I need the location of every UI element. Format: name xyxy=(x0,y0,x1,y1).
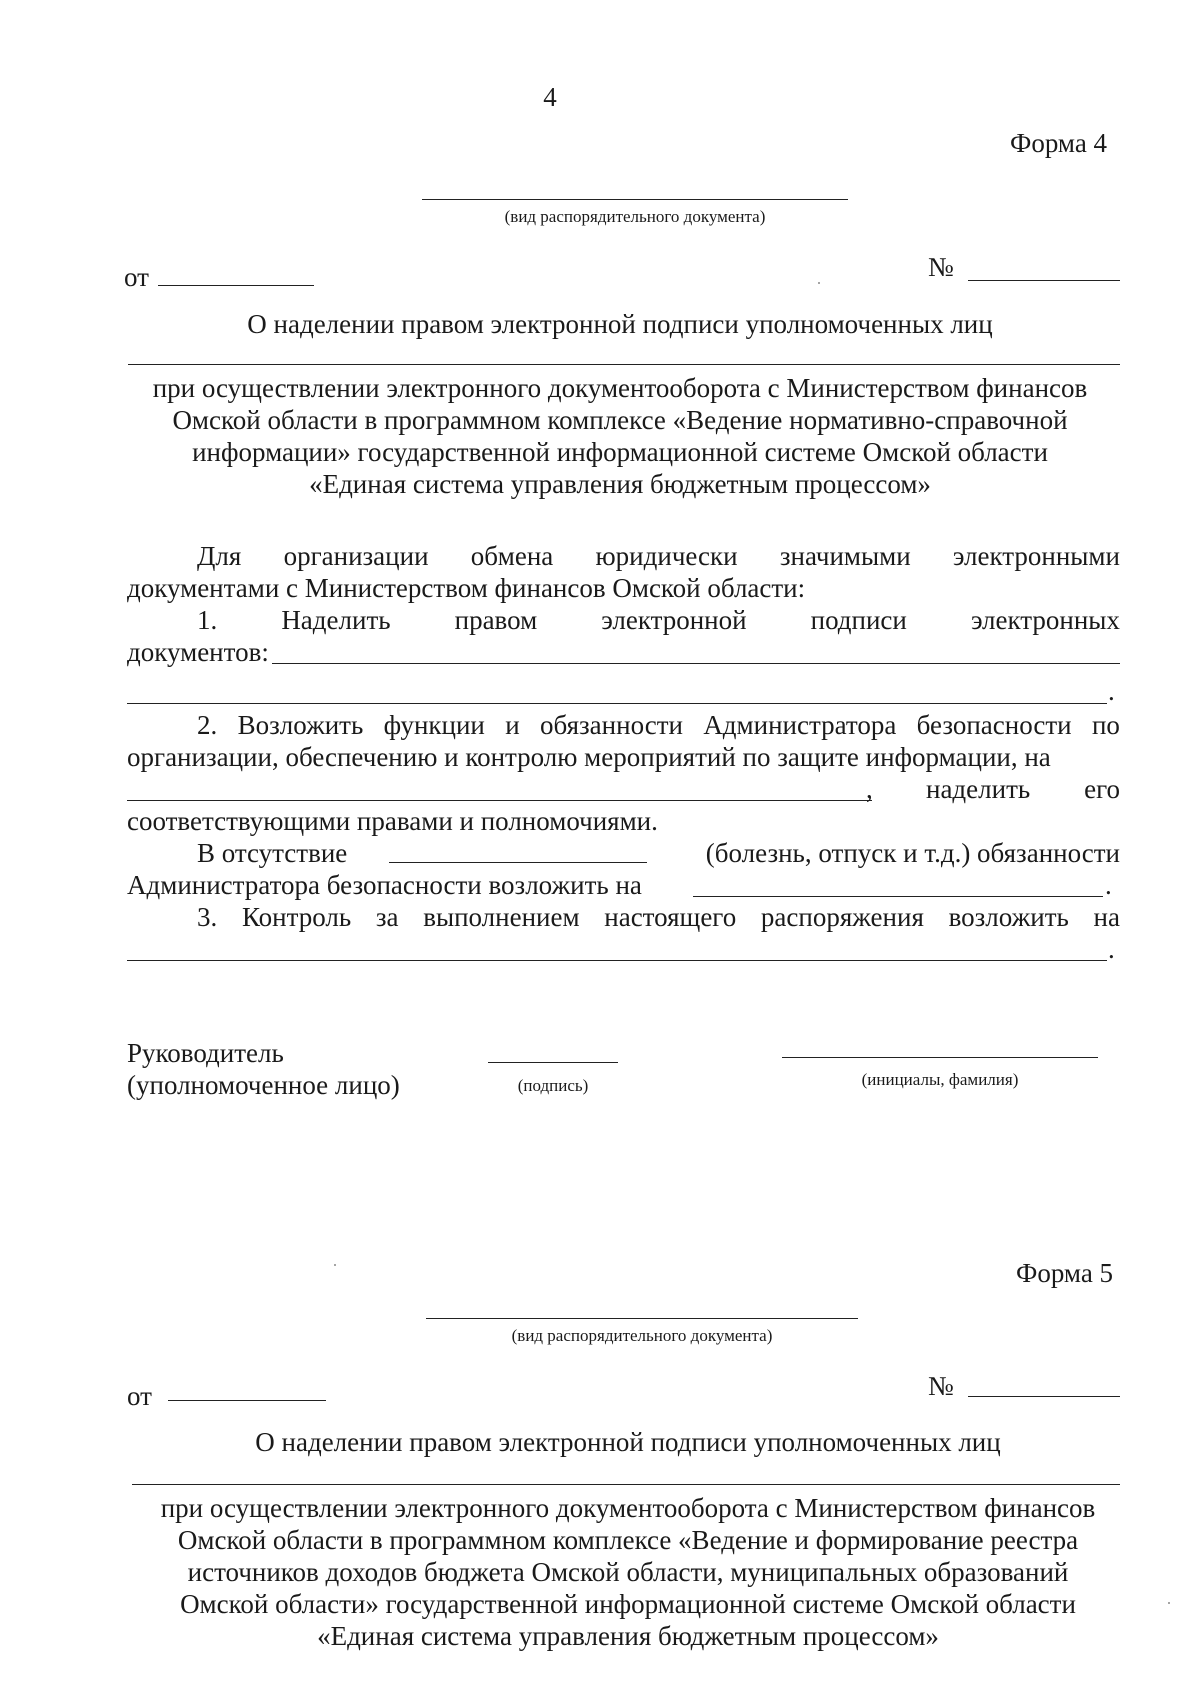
item-1-end-dot: . xyxy=(1108,676,1115,706)
word: 3. xyxy=(197,902,218,932)
item-3-blank-line xyxy=(127,960,1107,961)
item-2-line-2: организации, обеспечению и контролю мероприятий по защите информации, на xyxy=(127,742,1051,772)
absence-start: В отсутствие xyxy=(197,838,348,868)
document-title: О наделении правом электронной подписи уполномоченных лиц xyxy=(255,1427,1001,1457)
word: юридически xyxy=(595,541,738,571)
word: безопасности xyxy=(916,710,1072,740)
word: возложить xyxy=(948,902,1069,932)
doc-type-caption: (вид распорядительного документа) xyxy=(504,207,766,226)
scan-speck xyxy=(818,282,820,284)
signature-blank-line xyxy=(488,1062,618,1063)
item-1-line-1 xyxy=(197,605,1120,636)
item-2-line-3-tail xyxy=(926,774,1120,805)
word: электронной xyxy=(601,605,747,635)
word: Контроль xyxy=(241,902,352,932)
word: значимыми xyxy=(779,541,911,571)
word: за xyxy=(375,902,399,932)
word: электронными xyxy=(952,541,1120,571)
absence-end: (болезнь, отпуск и т.д.) обязанности xyxy=(705,838,1120,868)
word: по xyxy=(1091,710,1120,740)
intro-line-2: документами с Министерством финансов Омской области: xyxy=(127,573,806,603)
word: организации xyxy=(283,541,429,571)
subtitle-line-4: «Единая система управления бюджетным процессом» xyxy=(309,469,931,499)
scan-speck xyxy=(1168,1602,1170,1604)
absence-line-2: Администратора безопасности возложить на xyxy=(127,870,642,900)
signer-subtitle: (уполномоченное лицо) xyxy=(127,1070,400,1100)
signer-title: Руководитель xyxy=(127,1038,284,1068)
word: 1. xyxy=(197,605,218,635)
item-2-comma: , xyxy=(866,774,873,804)
word: выполнением xyxy=(423,902,580,932)
subtitle-line-3: информации» государственной информационной системе Омской области xyxy=(192,437,1048,467)
subtitle-line-5: «Единая система управления бюджетным процессом» xyxy=(317,1621,939,1651)
word: наделить xyxy=(926,774,1031,804)
subtitle-line-2: Омской области в программном комплексе «Ведение и формирование реестра xyxy=(177,1525,1079,1555)
word: 2. xyxy=(197,710,218,740)
subtitle-line-3: источников доходов бюджета Омской области, муниципальных образований xyxy=(187,1557,1069,1587)
word: электронных xyxy=(970,605,1120,635)
word: его xyxy=(1084,774,1120,804)
from-label: от xyxy=(127,1381,152,1411)
item-2-line-1 xyxy=(197,710,1120,741)
title-blank-line xyxy=(128,364,1120,365)
absence-end-dot: . xyxy=(1105,870,1112,900)
word: обмена xyxy=(470,541,554,571)
subtitle-line-1: при осуществлении электронного документооборота с Министерством финансов xyxy=(160,1493,1096,1523)
word: распоряжения xyxy=(760,902,924,932)
date-blank-line xyxy=(158,285,314,286)
word: правом xyxy=(454,605,538,635)
word: обязанности xyxy=(540,710,683,740)
item-2-line-4: соответствующими правами и полномочиями. xyxy=(127,806,658,836)
intro-line-1 xyxy=(197,541,1120,572)
item-3-end-dot: . xyxy=(1108,934,1115,964)
absence-blank-line-2 xyxy=(693,896,1103,897)
number-blank-line xyxy=(968,1396,1120,1397)
word: Наделить xyxy=(281,605,391,635)
item-1-line-2-label: документов: xyxy=(127,637,269,667)
word: и xyxy=(505,710,520,740)
name-blank-line xyxy=(782,1057,1098,1058)
word: Для xyxy=(197,541,242,571)
document-title: О наделении правом электронной подписи уполномоченных лиц xyxy=(247,309,993,339)
form-5-label: Форма 5 xyxy=(1016,1258,1114,1288)
word: Возложить xyxy=(237,710,364,740)
item-1-blank-line-2 xyxy=(127,703,1107,704)
item-1-blank-line-1 xyxy=(272,663,1120,664)
form-4-label: Форма 4 xyxy=(1010,128,1108,158)
word: функции xyxy=(383,710,485,740)
subtitle-line-2: Омской области в программном комплексе «Ведение нормативно-справочной xyxy=(172,405,1068,435)
signature-caption: (подпись) xyxy=(517,1076,589,1095)
subtitle-line-1: при осуществлении электронного документооборота с Министерством финансов xyxy=(152,373,1088,403)
absence-blank-line-1 xyxy=(389,862,647,863)
word: на xyxy=(1093,902,1120,932)
name-caption: (инициалы, фамилия) xyxy=(861,1070,1019,1089)
doc-type-caption: (вид распорядительного документа) xyxy=(511,1326,773,1345)
number-blank-line xyxy=(968,280,1120,281)
item-3-line-1 xyxy=(197,902,1120,933)
from-label: от xyxy=(124,262,149,292)
date-blank-line xyxy=(168,1400,326,1401)
word: подписи xyxy=(810,605,907,635)
title-blank-line xyxy=(132,1484,1120,1485)
page-number: 4 xyxy=(543,82,557,112)
number-label: № xyxy=(928,1371,954,1401)
word: Администратора xyxy=(703,710,897,740)
subtitle-line-4: Омской области» государственной информационной системе Омской области xyxy=(180,1589,1076,1619)
doc-type-blank-line xyxy=(422,199,848,200)
doc-type-blank-line xyxy=(426,1318,858,1319)
scan-speck xyxy=(334,1264,336,1266)
item-2-blank-line xyxy=(127,800,872,801)
number-label: № xyxy=(928,252,954,282)
word: настоящего xyxy=(604,902,737,932)
